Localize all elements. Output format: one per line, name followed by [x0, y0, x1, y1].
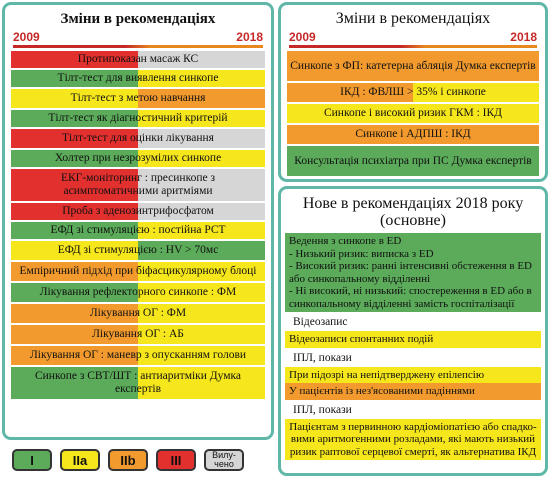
recommendation-row: [11, 150, 265, 167]
section-label: ІПЛ, покази: [293, 403, 352, 416]
right-top-title: Зміни в рекомендаціях: [335, 10, 491, 27]
row-text: Синкопе з ФП: катетерна абляція Думка експертів: [290, 59, 536, 72]
left-year-bar: [13, 45, 263, 48]
section-line: Ведення з синкопе в ED: [289, 235, 402, 247]
left-year-end: 2018: [236, 30, 263, 44]
recommendation-row: [287, 146, 539, 176]
row-text: Тілт-тест як діагностичний критерій: [48, 112, 228, 124]
legend-class-1: I: [12, 449, 52, 471]
row-text: Лікування ОГ : АБ: [92, 328, 184, 340]
recommendation-row: [11, 325, 265, 344]
recommendation-row: [11, 367, 265, 399]
left-rows: [11, 51, 265, 399]
right-bottom-sections: [281, 233, 545, 460]
new-recommendation-section: [285, 352, 541, 400]
row-text: Холтер при незрозумілих синкопе: [54, 152, 222, 164]
section-line: - Високий ризик: ранні інтенсивні обстеження в ED або синкопальному відділенні: [289, 260, 532, 285]
right-top-panel: [278, 2, 548, 182]
recommendation-row: [11, 169, 265, 201]
right-top-year-bar: [289, 45, 537, 48]
row-text: Емпіричний підхід при біфасцикулярному блоці: [19, 265, 257, 277]
legend-class-5: Вилу-чено: [204, 449, 244, 471]
row-text: ЕКГ-моніторинг : пресинкопе з асимптоматичними аритміями: [60, 172, 216, 197]
right-top-years: [281, 31, 545, 44]
row-text: ІКД : ФВЛШ > 35% і синкопе: [340, 86, 486, 98]
row-text: Тілт-тест для оцінки лікування: [62, 132, 214, 144]
recommendation-row: [11, 283, 265, 302]
section-line: При підозрі на непідтверджену епілепсію: [289, 368, 485, 381]
row-text: Тілт-тест з метою навчання: [70, 92, 206, 104]
row-text: Тілт-тест для виявлення синкопе: [57, 72, 219, 84]
left-panel: [2, 2, 274, 440]
recommendation-row: [287, 51, 539, 81]
section-box: [285, 331, 541, 348]
section-label: Відеозапис: [293, 316, 348, 328]
right-top-year-end: 2018: [510, 30, 537, 44]
recommendation-row: [11, 222, 265, 239]
section-box: [285, 367, 541, 384]
row-text: Лікування ОГ : ФМ: [89, 307, 187, 319]
row-text: Консультація психіатра при ПС Думка експертів: [294, 154, 532, 167]
row-text: Синкопе і високий ризик ГКМ : ІКД: [323, 107, 503, 119]
legend: [2, 444, 274, 476]
right-top-rows: [287, 51, 539, 176]
section-line: - Ні високий, ні низький: спостереження в ED або в синкопальному відділенні замість госпіталізації: [289, 285, 532, 310]
recommendation-row: [287, 83, 539, 102]
row-text: Лікування ОГ : маневр з опусканням голови: [29, 349, 247, 361]
recommendation-row: [11, 89, 265, 108]
section-box: [285, 233, 541, 312]
row-text: ЕФД зі стимуляцією : постійна РСТ: [50, 224, 226, 236]
section-box: [285, 419, 541, 461]
new-recommendation-section: [285, 404, 541, 461]
row-text: Лікування рефлекторного синкопе : ФМ: [39, 286, 237, 298]
legend-class-4: III: [156, 449, 196, 471]
new-recommendation-section: [285, 316, 541, 348]
recommendation-row: [287, 125, 539, 144]
recommendation-row: [11, 129, 265, 148]
recommendation-row: [11, 51, 265, 68]
section-box-extra: У пацієнтів із нез'ясованими падіннями: [285, 383, 541, 400]
legend-class-2: IIa: [60, 449, 100, 471]
recommendation-row: [11, 304, 265, 323]
right-bottom-panel: [278, 186, 548, 476]
recommendation-row: [11, 262, 265, 281]
new-recommendation-section: [285, 233, 541, 312]
recommendation-row: [11, 346, 265, 365]
legend-class-3: IIb: [108, 449, 148, 471]
left-title: Зміни в рекомендаціях: [60, 11, 216, 27]
row-text: Синкопе з СВТ/ШТ : антиаритміки Думка експертів: [34, 370, 242, 395]
left-year-start: 2009: [13, 30, 40, 44]
row-text: Проба з аденозинтрифосфатом: [62, 205, 214, 217]
recommendation-row: [11, 241, 265, 260]
right-top-year-start: 2009: [289, 30, 316, 44]
recommendation-row: [11, 70, 265, 87]
recommendation-row: [11, 110, 265, 127]
right-bottom-title: Нове в рекомендаціях 2018 року (основне): [302, 195, 524, 229]
row-text: Синкопе і АДПШ : ІКД: [355, 128, 471, 140]
section-line: Відеозаписи спонтанних подій: [289, 333, 434, 345]
left-years: [5, 31, 271, 44]
recommendation-row: [287, 104, 539, 123]
section-line: - Низький ризик: виписка з ED: [289, 247, 434, 260]
row-text: Протипоказан масаж КС: [77, 53, 199, 65]
section-label: ІПЛ, покази: [293, 351, 352, 364]
recommendation-row: [11, 203, 265, 220]
row-text: ЕФД зі стимуляцією : HV > 70мс: [57, 244, 219, 256]
section-line: Пацієнтам з первинною кардіоміопатією або спадко-вими аритмогенними розладами, які мають низький ризик раптової серцевої смерті, як альтернатива ІКД: [289, 420, 537, 458]
